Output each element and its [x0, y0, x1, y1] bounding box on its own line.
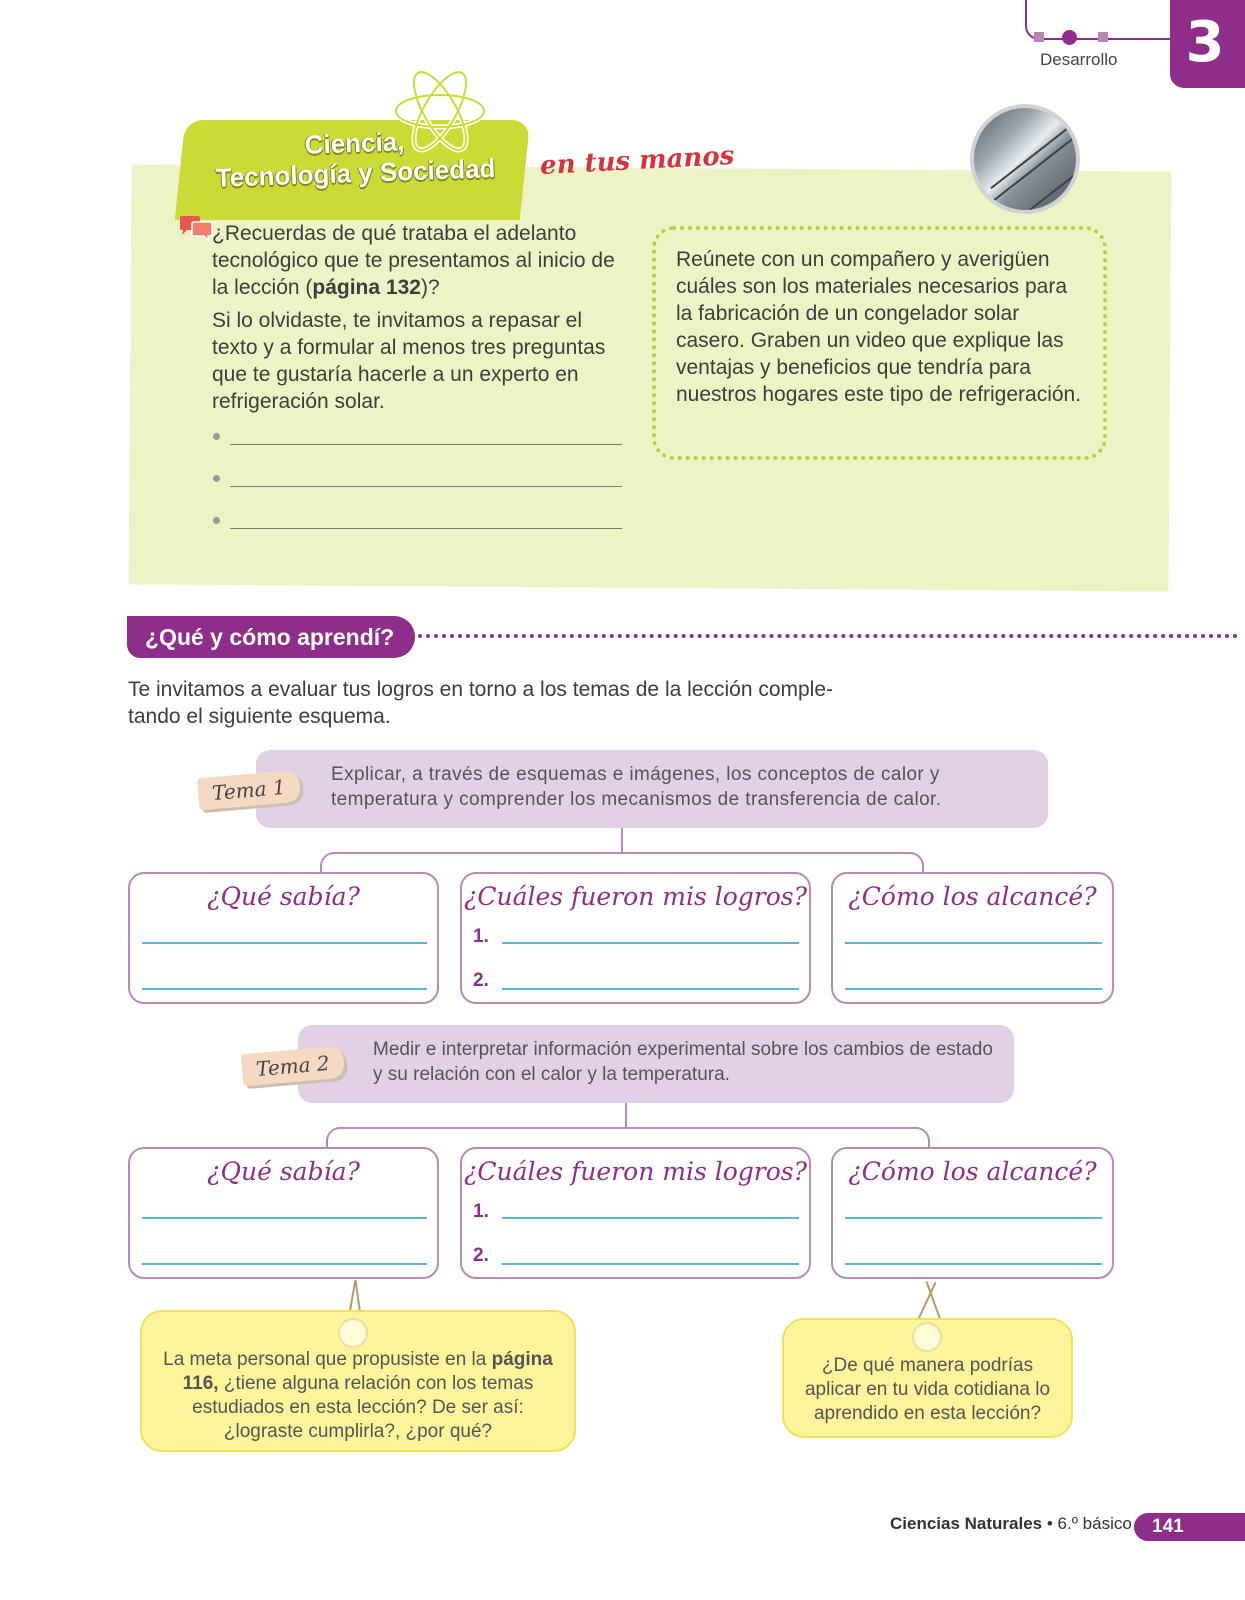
logros-card-1 [460, 872, 811, 1004]
connector-stem [625, 1103, 627, 1128]
tema2-tag: Tema 2 [241, 1046, 345, 1087]
answer-line[interactable] [230, 486, 622, 487]
write-line[interactable] [142, 1263, 427, 1265]
progress-dot-active [1062, 30, 1077, 45]
write-line[interactable] [502, 1217, 799, 1219]
footer-subject: Ciencias Naturales • 6.º básico [890, 1514, 1132, 1533]
answer-line[interactable] [230, 528, 622, 529]
card-title: ¿Cómo los alcancé? [848, 882, 1097, 911]
tema1-tag: Tema 1 [197, 770, 301, 811]
solar-panel-photo [970, 104, 1080, 214]
card-title: ¿Cuáles fueron mis logros? [463, 1157, 808, 1186]
cts-subtitle: en tus manos [539, 140, 735, 182]
write-line[interactable] [502, 1263, 799, 1265]
como-card-2 [831, 1147, 1114, 1279]
item-number: 1. [473, 926, 489, 947]
bullet [213, 433, 220, 440]
write-line[interactable] [142, 1217, 427, 1219]
cts-title [194, 122, 516, 193]
item-number: 1. [473, 1201, 489, 1222]
que-sabia-card-2 [128, 1147, 439, 1279]
dotted-divider [418, 634, 1238, 638]
write-line[interactable] [502, 942, 799, 944]
write-line[interactable] [502, 988, 799, 990]
page-number: 141 [1134, 1513, 1245, 1541]
write-line[interactable] [845, 988, 1102, 990]
page-reference: página 116, [182, 1349, 553, 1394]
review-heading: ¿Qué y cómo aprendí? [127, 616, 415, 658]
tema2-text: Medir e interpretar información experimental sobre los cambios de estado y su relación con el calor y la temperatura. [373, 1039, 993, 1085]
cts-left-paragraph-1: ¿Recuerdas de qué trataba el adelanto tecnológico que te presentamos al inicio de la lección (página 132)? [212, 222, 615, 299]
bullet [213, 517, 220, 524]
write-line[interactable] [845, 1263, 1102, 1265]
card-title: ¿Qué sabía? [207, 882, 360, 911]
write-line[interactable] [142, 942, 427, 944]
cts-left-paragraph-2: Si lo olvidaste, te invitamos a repasar el texto y a formular al menos tres preguntas que te gustaría hacerle a un experto en refrigeración solar. [212, 309, 606, 413]
card-title: ¿Cómo los alcancé? [848, 1157, 1097, 1186]
connector-stem [621, 828, 623, 853]
connector-bracket [320, 852, 924, 874]
page-reference: página 132 [312, 276, 421, 299]
progress-dot [1034, 32, 1044, 42]
progress-dot [1098, 32, 1108, 42]
write-line[interactable] [845, 942, 1102, 944]
chat-bubbles-icon [178, 214, 214, 246]
como-card-1 [831, 872, 1114, 1004]
write-line[interactable] [845, 1217, 1102, 1219]
tema1-text: Explicar, a través de esquemas e imágenes, los conceptos de calor y temperatura y comprender los mecanismos de transferencia de calor. [331, 764, 942, 810]
bullet [213, 475, 220, 482]
card-title: ¿Cuáles fueron mis logros? [463, 882, 808, 911]
unit-number: 3 [1185, 10, 1225, 75]
card-title: ¿Qué sabía? [207, 1157, 360, 1186]
logros-card-2 [460, 1147, 811, 1279]
answer-line[interactable] [230, 444, 622, 445]
activity-text: Reúnete con un compañero y averigüen cuáles son los materiales necesarios para la fabricación de un congelador solar casero. Graben un video que explique las ventajas y beneficios que tendría para nuestros hogares este tipo de refrigeración. [676, 248, 1082, 406]
review-intro: Te invitamos a evaluar tus logros en torno a los temas de la lección comple-tando el siguiente esquema. [128, 678, 834, 728]
item-number: 2. [473, 1245, 489, 1266]
note-left: La meta personal que propusiste en la página 116, ¿tiene alguna relación con los temas estudiados en esta lección? De ser así: ¿lograste cumplirla?, ¿por qué? [140, 1310, 576, 1452]
pin-icon [912, 1322, 942, 1352]
cts-title-line1: Ciencia, [304, 126, 405, 160]
cts-left-text [212, 220, 632, 421]
tema1-box [256, 750, 1048, 828]
section-label: Desarrollo [1040, 50, 1118, 69]
write-line[interactable] [142, 988, 427, 990]
que-sabia-card-1 [128, 872, 439, 1004]
note-right: ¿De qué manera podrías aplicar en tu vida cotidiana lo aprendido en esta lección? [782, 1318, 1073, 1438]
connector-bracket [326, 1127, 930, 1149]
tema2-box [298, 1025, 1014, 1103]
item-number: 2. [473, 970, 489, 991]
cts-title-line2: Tecnología y Sociedad [215, 153, 496, 193]
pin-icon [338, 1318, 368, 1348]
